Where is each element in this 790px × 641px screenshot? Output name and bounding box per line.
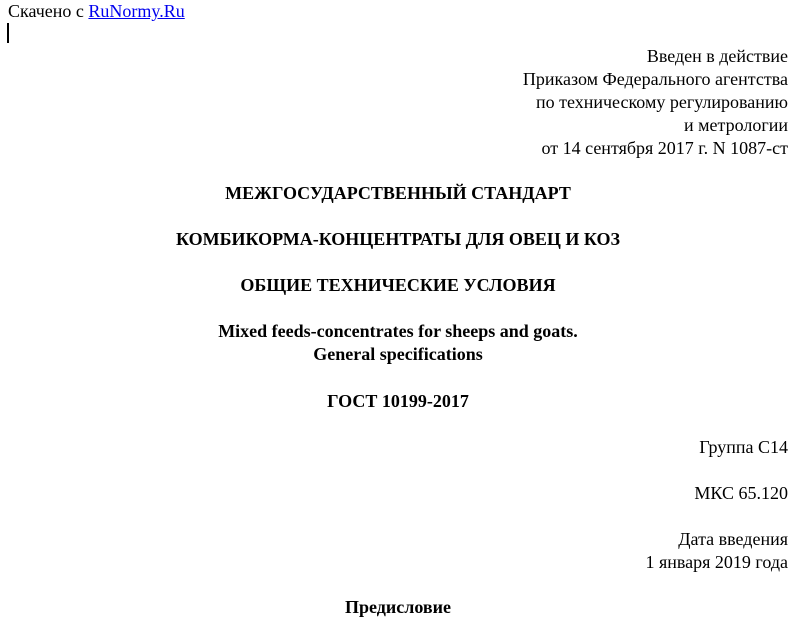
source-line xyxy=(8,1,185,22)
introduction-date-block xyxy=(645,528,788,574)
group-code: Группа С14 xyxy=(699,437,788,457)
document-title: КОМБИКОРМА-КОНЦЕНТРАТЫ ДЛЯ ОВЕЦ И КОЗ xyxy=(175,229,621,249)
introduction-date-value: 1 января 2019 года xyxy=(645,552,788,572)
enactment-line: по техническому регулированию xyxy=(535,92,788,112)
mks-code: МКС 65.120 xyxy=(694,483,788,503)
gost-number: ГОСТ 10199-2017 xyxy=(327,391,469,411)
enactment-block xyxy=(523,45,788,160)
enactment-line: и метрологии xyxy=(684,115,788,135)
enactment-line: от 14 сентября 2017 г. N 1087-ст xyxy=(541,138,788,158)
enactment-line: Приказом Федерального агентства xyxy=(522,69,788,89)
source-link[interactable]: RuNormy.Ru xyxy=(88,1,185,21)
preface-heading: Предисловие xyxy=(345,597,451,617)
english-title-line: General specifications xyxy=(313,344,483,364)
standard-type-heading: МЕЖГОСУДАРСТВЕННЫЙ СТАНДАРТ xyxy=(225,183,571,203)
document-subtitle: ОБЩИЕ ТЕХНИЧЕСКИЕ УСЛОВИЯ xyxy=(240,275,556,295)
source-prefix: Скачено с xyxy=(8,1,84,21)
text-cursor xyxy=(7,23,9,43)
introduction-date-label: Дата введения xyxy=(678,529,788,549)
english-title-line: Mixed feeds-concentrates for sheeps and goats. xyxy=(218,321,578,341)
enactment-line: Введен в действие xyxy=(646,46,788,66)
english-title xyxy=(0,320,790,366)
